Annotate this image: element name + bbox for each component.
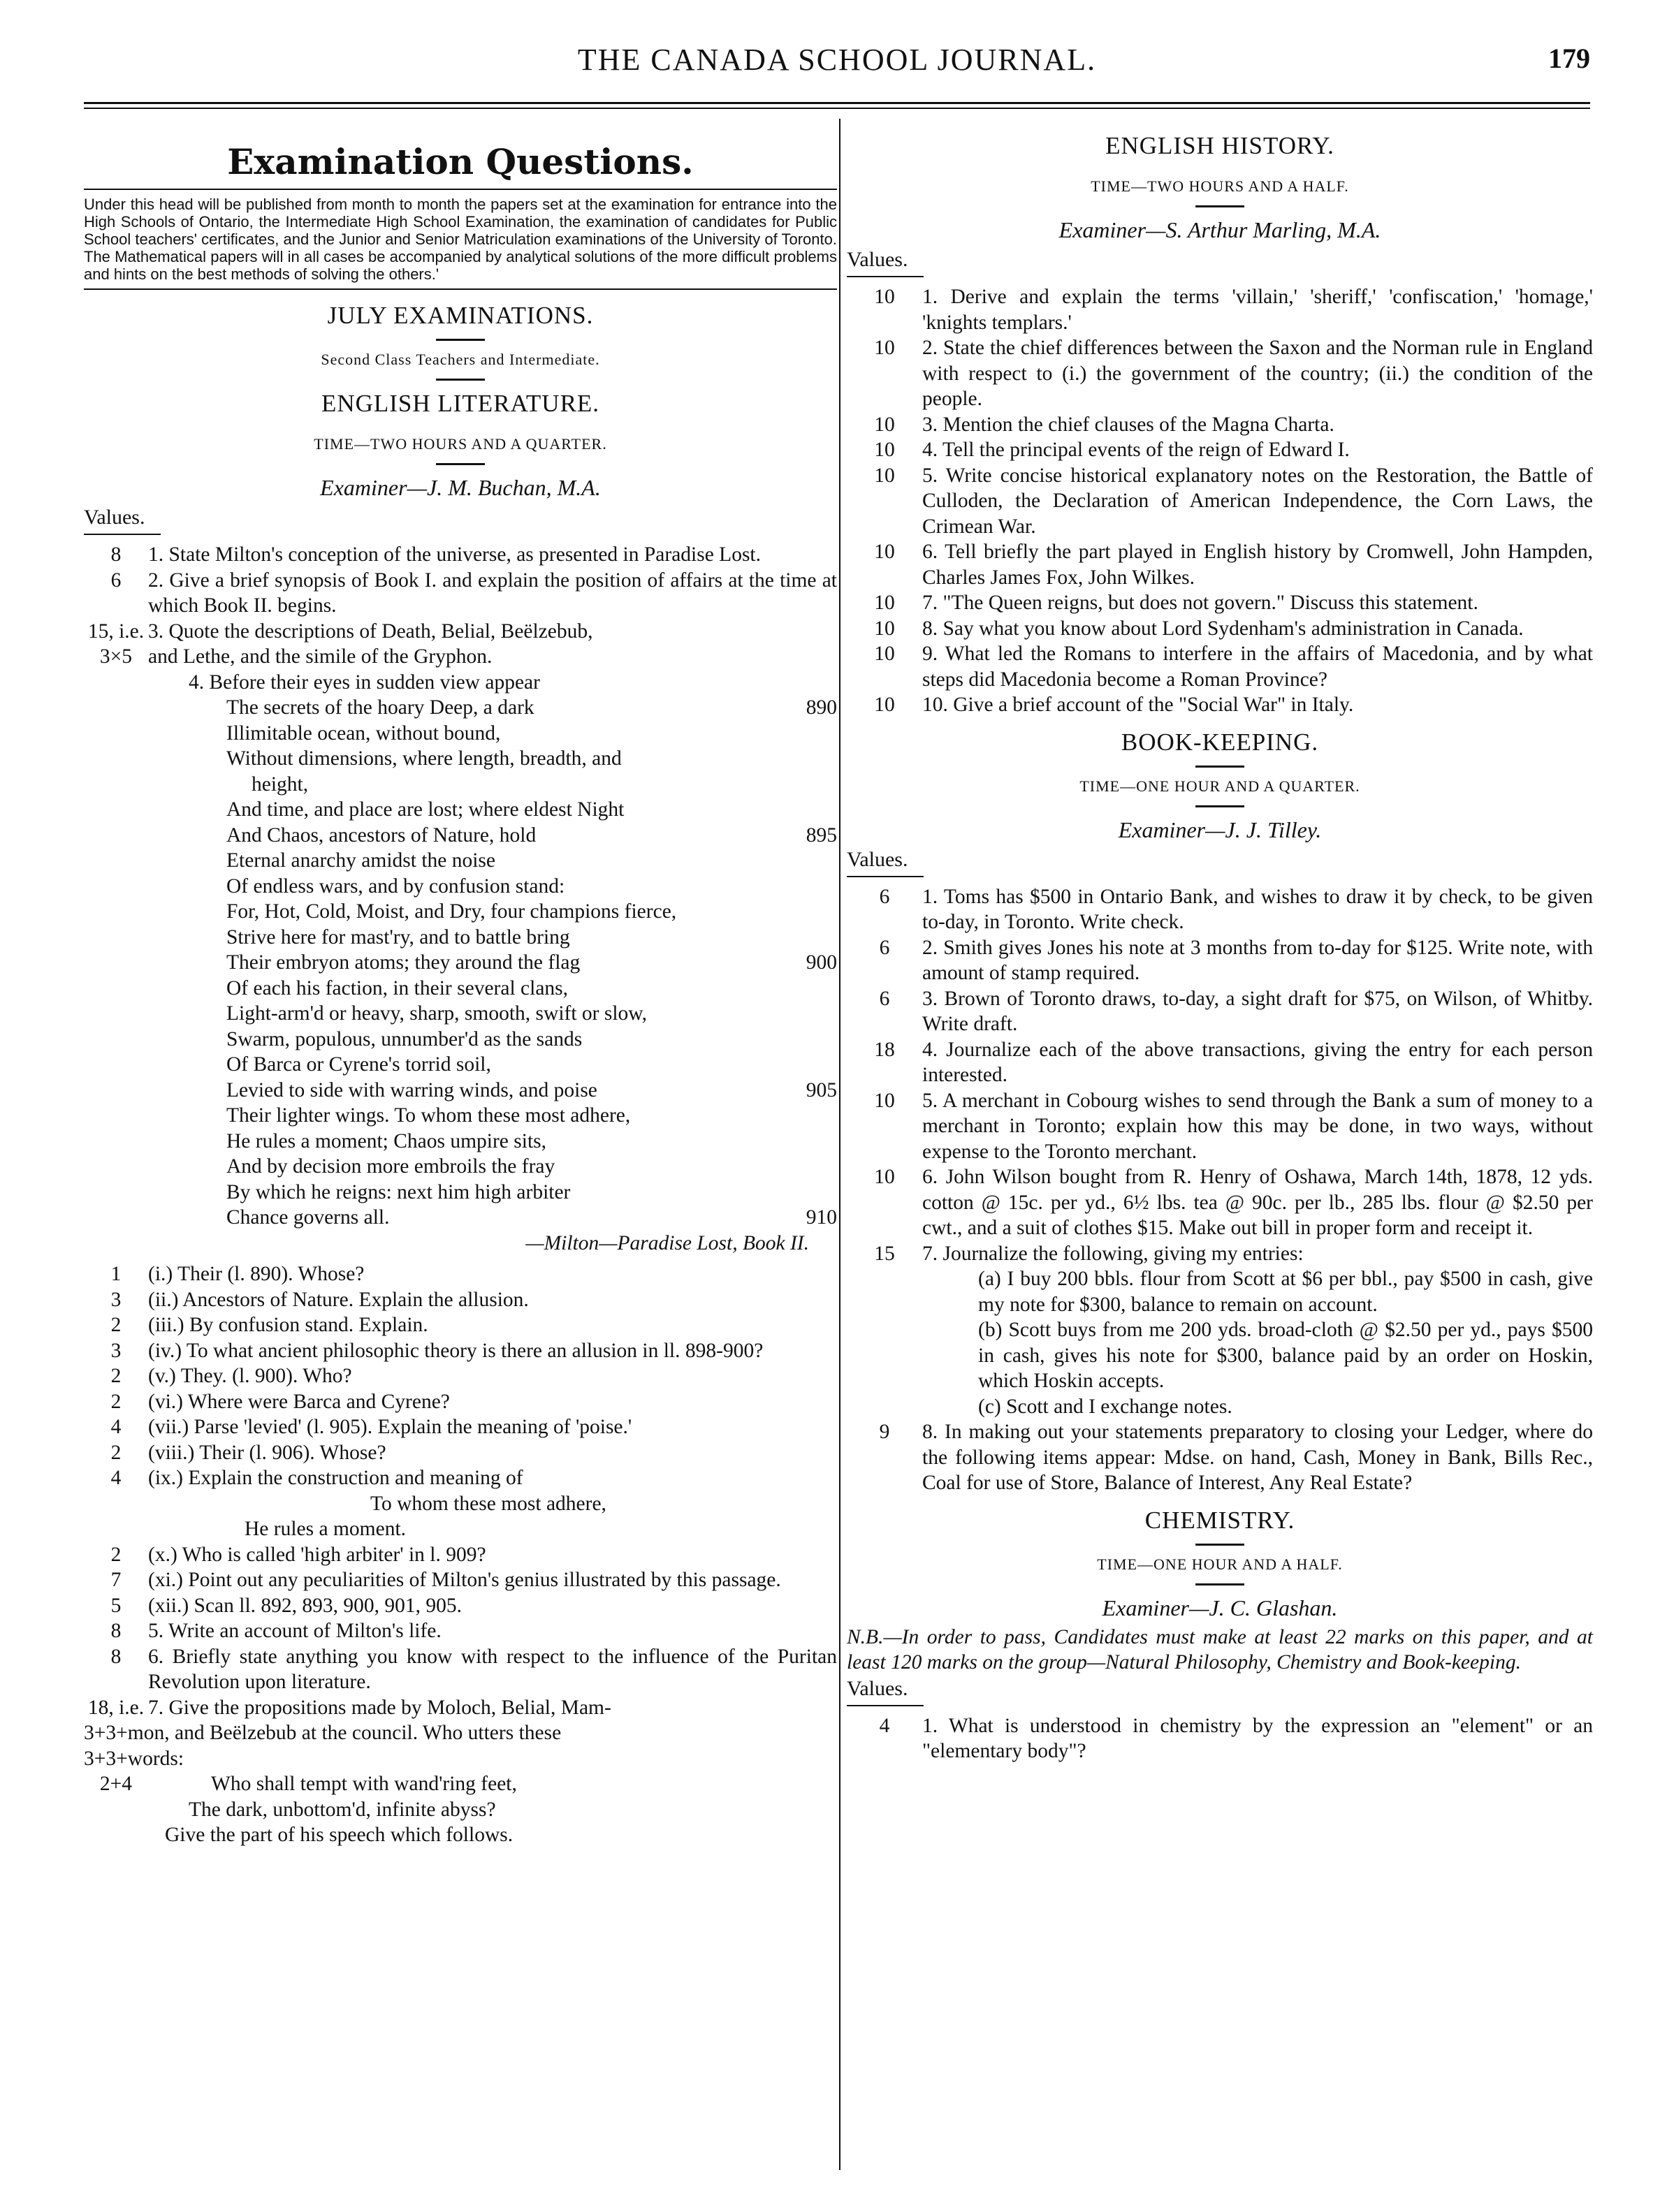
- short-rule: [436, 463, 485, 465]
- question-text: (iii.) By confusion stand. Explain.: [148, 1314, 428, 1336]
- line-number: [795, 976, 837, 1002]
- quoted-line: He rules a moment.: [245, 1518, 407, 1540]
- poem-line-text: Chance governs all.: [226, 1206, 390, 1229]
- values-rule: [84, 534, 161, 535]
- question-value: 5: [110, 1594, 122, 1617]
- title-rule: [84, 189, 837, 190]
- poem-line: [226, 950, 837, 976]
- examiner: Examiner—S. Arthur Marling, M.A.: [1058, 217, 1381, 242]
- line-number: [795, 874, 837, 900]
- question-text: 6. John Wilson bought from R. Henry of Oshawa, March 14th, 1878, 12 yds. cotton @ 15c. per yd., 6½ lbs. tea @ 90c. per lb., 285 lbs. flour @ $2.50 per cwt., and a suit of clothes $15. Make out bill in proper form and receipt it.: [922, 1166, 1593, 1239]
- poem-line: [226, 721, 837, 747]
- values-label: Values.: [847, 1676, 908, 1700]
- question-item: [847, 284, 1593, 335]
- question-item: [84, 1261, 837, 1287]
- header-rule: [84, 102, 1590, 104]
- question-value: 6: [879, 936, 890, 959]
- line-number: 890: [806, 696, 837, 719]
- question-item: [84, 1695, 837, 1721]
- quoted-line: The dark, unbottom'd, infinite abyss?: [189, 1798, 496, 1821]
- poem-line: [226, 695, 837, 721]
- poem-line-text: He rules a moment; Chaos umpire sits,: [226, 1129, 546, 1152]
- question-text: 3+3+mon, and Beëlzebub at the council. Who utters these: [84, 1722, 562, 1744]
- left-column: [84, 126, 837, 1848]
- question-value: 15, i.e.: [87, 620, 145, 643]
- history-questions: [847, 284, 1593, 718]
- question-text: 1. Toms has $500 in Ontario Bank, and wishes to draw it by check, to be given to-day, in Toronto. Write check.: [922, 885, 1593, 933]
- poem-line: [226, 1027, 837, 1053]
- question-text: 6. Tell briefly the part played in English history by Cromwell, John Hampden, Charles James Fox, John Wilkes.: [922, 541, 1593, 589]
- subject-heading: BOOK-KEEPING.: [1121, 728, 1319, 756]
- poem-line-text: And Chaos, ancestors of Nature, hold: [226, 823, 537, 847]
- poem-line-text: And time, and place are lost; where eldest Night: [226, 798, 625, 821]
- question-item: [84, 1771, 837, 1797]
- poem-line-text: Of each his faction, in their several clans,: [226, 976, 569, 999]
- short-rule: [1195, 1583, 1244, 1585]
- question-text: 5. Write concise historical explanatory notes on the Restoration, the Battle of Culloden, the Declaration of American Independence, the Corn Laws, the Crimean War.: [922, 464, 1593, 538]
- question-text: 7. Give the propositions made by Moloch, Belial, Mam-: [148, 1696, 611, 1719]
- quoted-line: To whom these most adhere,: [370, 1492, 606, 1515]
- examiner: Examiner—J. C. Glashan.: [1102, 1595, 1338, 1620]
- exam-time: TIME—TWO HOURS AND A QUARTER.: [314, 435, 607, 453]
- values-rule: [847, 276, 924, 277]
- question-value: 15: [874, 1242, 895, 1265]
- question-item: [84, 1338, 837, 1364]
- question-text: 4. Tell the principal events of the reign of Edward I.: [922, 439, 1350, 461]
- question-text: (v.) They. (l. 900). Who?: [148, 1365, 352, 1387]
- question-value: 3×5: [99, 645, 133, 668]
- question-item: [84, 1312, 837, 1338]
- running-head: [84, 42, 1590, 91]
- question-item: [847, 1037, 1593, 1088]
- question-item: [847, 590, 1593, 616]
- question-value: 10: [874, 337, 895, 359]
- question-value: 10: [874, 1166, 895, 1188]
- class-heading: Second Class Teachers and Intermediate.: [321, 351, 600, 368]
- question-text: (vi.) Where were Barca and Cyrene?: [148, 1390, 450, 1413]
- question-item: [84, 1593, 837, 1619]
- question-value: 10: [874, 592, 895, 614]
- question-subpart: [847, 1317, 1593, 1394]
- sub-questions: [84, 1261, 837, 1491]
- line-number: [795, 1154, 837, 1180]
- poem-line-text: Their embryon atoms; they around the flag: [226, 951, 581, 974]
- question-text: 9. What led the Romans to interfere in the affairs of Macedonia, and by what steps did Macedonia become a Roman Province?: [922, 643, 1593, 691]
- question-text: 3+3+words:: [84, 1747, 184, 1770]
- bookkeeping-questions: [847, 884, 1593, 1267]
- question-text: (x.) Who is called 'high arbiter' in l. 909?: [148, 1543, 486, 1566]
- exam-time: TIME—ONE HOUR AND A HALF.: [1097, 1555, 1343, 1573]
- question-item: [84, 619, 837, 645]
- question-item: [847, 1164, 1593, 1241]
- question-value: 10: [874, 694, 895, 716]
- question-value: 9: [879, 1421, 890, 1443]
- question-value: 10: [874, 617, 895, 640]
- question-text: 4. Journalize each of the above transactions, giving the entry for each person interested.: [922, 1038, 1593, 1086]
- question-text: 5. A merchant in Cobourg wishes to send through the Bank a sum of money to a merchant in Toronto; explain how this may be done, in two ways, without expense to the Toronto merchant.: [922, 1089, 1593, 1163]
- poem-line: [226, 925, 837, 951]
- line-number: [795, 797, 837, 823]
- question-item: [84, 542, 837, 568]
- question-item: [847, 335, 1593, 412]
- short-rule: [1195, 805, 1244, 807]
- line-number: 905: [806, 1078, 837, 1101]
- poem-line: [226, 1154, 837, 1180]
- subject-heading: ENGLISH LITERATURE.: [321, 390, 600, 417]
- question-item: [84, 1440, 837, 1466]
- examiner: Examiner—J. M. Buchan, M.A.: [320, 475, 601, 500]
- poem-line: [226, 772, 837, 798]
- line-number: [795, 1103, 837, 1129]
- line-number: 900: [806, 951, 837, 974]
- short-rule: [1195, 205, 1244, 207]
- question-item: [847, 1419, 1593, 1496]
- question-value: 10: [874, 541, 895, 563]
- question-item: [847, 616, 1593, 642]
- question-value: 10: [874, 286, 895, 308]
- question-value: 2: [110, 1314, 122, 1336]
- question-value: 4: [110, 1467, 122, 1489]
- poem-line-text: Of Barca or Cyrene's torrid soil,: [226, 1053, 491, 1076]
- line-number: [795, 1001, 837, 1027]
- question-value: 3: [110, 1288, 122, 1311]
- question-item: [84, 568, 837, 619]
- question-text: 8. Say what you know about Lord Sydenham's administration in Canada.: [922, 617, 1524, 640]
- question-subpart: [847, 1266, 1593, 1317]
- question-text: (vii.) Parse 'levied' (l. 905). Explain the meaning of 'poise.': [148, 1416, 632, 1438]
- poem-line-text: Eternal anarchy amidst the noise: [226, 849, 495, 872]
- question-item: [84, 1389, 837, 1415]
- values-label: Values.: [847, 248, 908, 271]
- poem-excerpt: [226, 695, 837, 1231]
- poem-line: [226, 746, 837, 772]
- poem-line: [226, 1078, 837, 1104]
- line-number: [795, 899, 837, 925]
- question-text: 2. State the chief differences between the Saxon and the Norman rule in England with respect to (i.) the government of the country; (ii.) the condition of the people.: [922, 337, 1593, 410]
- poem-line: [226, 1001, 837, 1027]
- question-item: [84, 1363, 837, 1389]
- examiner: Examiner—J. J. Tilley.: [1118, 816, 1322, 842]
- short-rule: [1195, 1544, 1244, 1546]
- question-text: (iv.) To what ancient philosophic theory is there an allusion in ll. 898-900?: [148, 1339, 764, 1362]
- intro-rule: [84, 288, 837, 290]
- journal-title: THE CANADA SCHOOL JOURNAL.: [577, 43, 1097, 77]
- question-value: 2: [110, 1543, 122, 1566]
- poem-line: [226, 976, 837, 1002]
- question-text: (i.) Their (l. 890). Whose?: [148, 1263, 365, 1285]
- question-value: 4: [110, 1416, 122, 1438]
- line-number: [795, 1180, 837, 1206]
- question-text: 8. In making out your statements preparatory to closing your Ledger, where do the following items appear: Mdse. on hand, Cash, Money in Bank, Bills Rec., Coal for use of Store, Balance of Interest, Any Real Estate?: [922, 1421, 1593, 1494]
- question-text: and Lethe, and the simile of the Gryphon.: [148, 645, 493, 668]
- poem-line-text: For, Hot, Cold, Moist, and Dry, four champions fierce,: [226, 900, 677, 923]
- question-text: 10. Give a brief account of the "Social War" in Italy.: [922, 694, 1354, 716]
- question-value: 8: [110, 1645, 122, 1668]
- question-item: [847, 884, 1593, 935]
- line-number: 910: [806, 1206, 837, 1229]
- poem-line-text: Illimitable ocean, without bound,: [226, 722, 501, 745]
- question-item: [847, 935, 1593, 986]
- question-value: 10: [874, 439, 895, 461]
- question-item: [847, 641, 1593, 692]
- question-item: [84, 1618, 837, 1644]
- header-rule-thin: [84, 108, 1590, 109]
- question-item: [847, 463, 1593, 540]
- question-text: 1. Derive and explain the terms 'villain,' 'sheriff,' 'confiscation,' 'homage,' 'knights templars.': [922, 286, 1593, 334]
- question-text: 1. What is understood in chemistry by the expression an "element" or an "elementary body"?: [922, 1714, 1593, 1762]
- poem-line-text: Swarm, populous, unnumber'd as the sands: [226, 1027, 583, 1050]
- short-rule: [1195, 766, 1244, 768]
- question-text: (a) I buy 200 bbls. flour from Scott at $6 per bbl., pay $500 in cash, give my note for $300, balance to remain on account.: [978, 1268, 1593, 1316]
- values-rule: [847, 876, 924, 877]
- poem-line: [226, 1205, 837, 1231]
- question-value: 18: [874, 1038, 895, 1061]
- poem-line-text: Of endless wars, and by confusion stand:: [226, 874, 565, 898]
- question-text: 3. Quote the descriptions of Death, Belial, Beëlzebub,: [148, 620, 593, 643]
- question-item: [847, 412, 1593, 438]
- question-value: 2+4: [99, 1773, 133, 1795]
- question-item: [847, 1088, 1593, 1165]
- question-subpart: [847, 1394, 1593, 1420]
- line-number: 895: [806, 823, 837, 847]
- poem-line: [226, 899, 837, 925]
- question-item: [847, 1713, 1593, 1764]
- question-value: 1: [110, 1263, 122, 1285]
- poem-attribution: —Milton—Paradise Lost, Book II.: [525, 1231, 809, 1254]
- section-intro: Under this head will be published from month to month the papers set at the examination for entrance into the High Schools of Ontario, the Intermediate High School Examination, the examination of candidates for Public School teachers' certificates, and the Junior and Senior Matriculation examinations of the University of Toronto. The Mathematical papers will in all cases be accompanied by analytical solutions of the more difficult problems and hints on the best methods of solving the others.': [84, 196, 837, 283]
- poem-line-text: height,: [252, 772, 309, 796]
- question-value: 6: [110, 569, 122, 592]
- line-number: [795, 1052, 837, 1078]
- question-text: 3. Brown of Toronto draws, to-day, a sight draft for $75, on Wilson, of Whitby. Write draft.: [922, 987, 1593, 1035]
- question-value: 6: [879, 987, 890, 1010]
- sub-questions: [84, 1542, 837, 1695]
- line-number: [795, 772, 837, 798]
- poem-line: [226, 797, 837, 823]
- quoted-line: Who shall tempt with wand'ring feet,: [211, 1773, 517, 1795]
- poem-line-text: Their lighter wings. To whom these most adhere,: [226, 1104, 631, 1127]
- poem-line: [226, 1180, 837, 1206]
- poem-line-text: The secrets of the hoary Deep, a dark: [226, 696, 534, 719]
- question-item: [84, 1567, 837, 1593]
- question-text: Give the part of his speech which follows.: [165, 1824, 514, 1846]
- question-item: [84, 644, 837, 670]
- subject-heading: ENGLISH HISTORY.: [1105, 132, 1334, 159]
- poem-line: [226, 848, 837, 874]
- line-number: [795, 848, 837, 874]
- question-item: [847, 1241, 1593, 1267]
- poem-intro: 4. Before their eyes in sudden view appear: [189, 671, 540, 694]
- line-number: [795, 1027, 837, 1053]
- poem-line: [226, 1052, 837, 1078]
- question-text: 7. "The Queen reigns, but does not govern." Discuss this statement.: [922, 592, 1478, 614]
- question-item: [847, 437, 1593, 463]
- poem-line-text: Levied to side with warring winds, and poise: [226, 1078, 597, 1101]
- exam-heading: JULY EXAMINATIONS.: [327, 302, 594, 329]
- question-text: 7. Journalize the following, giving my entries:: [922, 1242, 1304, 1265]
- question-value: 18, i.e.: [87, 1696, 145, 1719]
- question-value: 6: [879, 885, 890, 908]
- question-text: 6. Briefly state anything you know with respect to the influence of the Puritan Revolution upon literature.: [148, 1645, 837, 1693]
- question-value: 8: [110, 1620, 122, 1642]
- question-text: 1. State Milton's conception of the universe, as presented in Paradise Lost.: [148, 543, 762, 566]
- question-text: (xii.) Scan ll. 892, 893, 900, 901, 905.: [148, 1594, 463, 1617]
- question-value: 10: [874, 464, 895, 487]
- question-value: 2: [110, 1365, 122, 1387]
- poem-line-text: Strive here for mast'ry, and to battle bring: [226, 925, 570, 948]
- question-text: (ii.) Ancestors of Nature. Explain the allusion.: [148, 1288, 529, 1311]
- page-number: 179: [1548, 43, 1590, 74]
- poem-line-text: Light-arm'd or heavy, sharp, smooth, swift or slow,: [226, 1002, 648, 1025]
- question-value: 7: [110, 1569, 122, 1591]
- short-rule: [436, 379, 485, 381]
- question-item: [84, 1644, 837, 1695]
- values-label: Values.: [84, 506, 145, 529]
- question-text: (c) Scott and I exchange notes.: [978, 1395, 1232, 1418]
- section-title: Examination Questions.: [227, 141, 694, 182]
- question-item: [84, 1287, 837, 1313]
- question-value: 10: [874, 1089, 895, 1112]
- question-value: 4: [879, 1714, 890, 1737]
- question-item: [84, 1465, 837, 1491]
- poem-line: [226, 823, 837, 849]
- column-divider: [839, 119, 840, 2170]
- poem-line: [226, 1103, 837, 1129]
- question-value: 10: [874, 413, 895, 436]
- poem-line: [226, 874, 837, 900]
- line-number: [795, 1129, 837, 1155]
- question-item: [84, 1542, 837, 1568]
- question-item: [84, 1414, 837, 1440]
- question-value: 2: [110, 1441, 122, 1464]
- exam-time: TIME—ONE HOUR AND A QUARTER.: [1079, 777, 1360, 795]
- line-number: [795, 721, 837, 747]
- question-item: [847, 692, 1593, 718]
- question-text: (xi.) Point out any peculiarities of Milton's genius illustrated by this passage.: [148, 1569, 781, 1591]
- question-item: [847, 539, 1593, 590]
- question-text: 5. Write an account of Milton's life.: [148, 1620, 442, 1642]
- question-text: (ix.) Explain the construction and meaning of: [148, 1467, 523, 1489]
- question-text: 2. Smith gives Jones his note at 3 months from to-day for $125. Write note, with amount of stamp required.: [922, 936, 1593, 984]
- question-item: [847, 986, 1593, 1037]
- poem-line-text: Without dimensions, where length, breadth, and: [226, 747, 622, 770]
- line-number: [795, 925, 837, 951]
- poem-line: [226, 1129, 837, 1155]
- poem-line-text: And by decision more embroils the fray: [226, 1155, 555, 1178]
- values-rule: [847, 1705, 924, 1706]
- values-label: Values.: [847, 847, 908, 871]
- question-text: 2. Give a brief synopsis of Book I. and explain the position of affairs at the time at which Book II. begins.: [148, 569, 837, 617]
- question-value: 8: [110, 543, 122, 566]
- subject-heading: CHEMISTRY.: [1144, 1506, 1295, 1534]
- short-rule: [436, 339, 485, 341]
- question-value: 3: [110, 1339, 122, 1362]
- question-text: (b) Scott buys from me 200 yds. broad-cloth @ $2.50 per yd., pays $500 in cash, gives his note for $300, balance paid by an order on Hoskin, which Hoskin accepts.: [978, 1319, 1593, 1392]
- note: N.B.—In order to pass, Candidates must make at least 22 marks on this paper, and at least 120 marks on the group—Natural Philosophy, Chemistry and Book-keeping.: [847, 1625, 1593, 1673]
- question-value: 10: [874, 643, 895, 665]
- exam-time: TIME—TWO HOURS AND A HALF.: [1091, 177, 1349, 195]
- question-text: (viii.) Their (l. 906). Whose?: [148, 1441, 386, 1464]
- right-column: [847, 126, 1593, 1764]
- line-number: [795, 746, 837, 772]
- question-text: 3. Mention the chief clauses of the Magna Charta.: [922, 413, 1334, 436]
- question-value: 2: [110, 1390, 122, 1413]
- poem-line-text: By which he reigns: next him high arbiter: [226, 1180, 571, 1203]
